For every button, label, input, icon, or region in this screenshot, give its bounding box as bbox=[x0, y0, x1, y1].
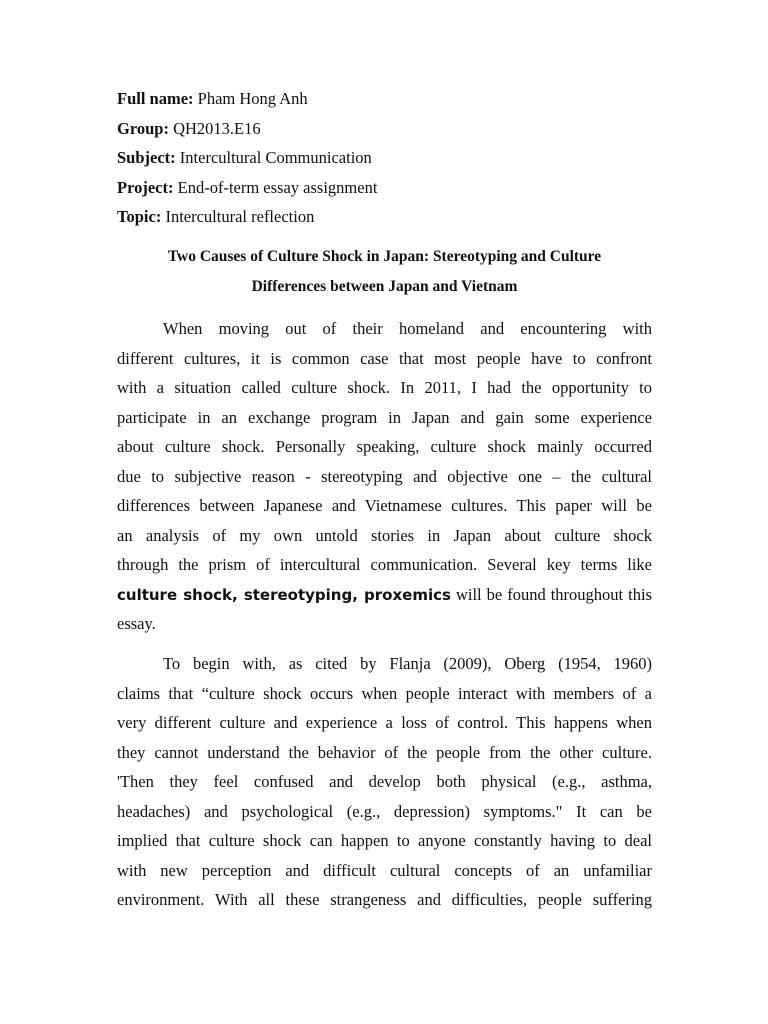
subject-label: Subject: bbox=[117, 148, 176, 168]
paragraph-line: different cultures, it is common case that most people have to confront bbox=[117, 348, 652, 368]
paragraph-line: claims that “culture shock occurs when people interact with members of a bbox=[117, 683, 652, 703]
topic-line bbox=[117, 202, 637, 232]
key-terms-bold: culture shock, stereotyping, proxemics bbox=[117, 585, 451, 604]
paragraph-line: implied that culture shock can happen to anyone constantly having to deal bbox=[117, 831, 652, 850]
paragraph-line: due to subjective reason - stereotyping and objective one – the cultural bbox=[117, 466, 652, 486]
paragraph-line: When moving out of their homeland and encountering with bbox=[163, 319, 652, 338]
essay-title bbox=[117, 242, 652, 302]
key-terms-rest: will be found throughout this bbox=[450, 584, 652, 604]
paragraph-line: about culture shock. Personally speaking, culture shock mainly occurred bbox=[117, 437, 652, 456]
paragraph-line-key-terms bbox=[117, 580, 652, 610]
topic-label: Topic: bbox=[117, 207, 162, 227]
paragraph-line: participate in an exchange program in Japan and gain some experience bbox=[117, 407, 652, 427]
paragraph-line: environment. With all these strangeness and difficulties, people suffering bbox=[117, 890, 652, 909]
group-value: QH2013.E16 bbox=[173, 118, 261, 138]
project-line bbox=[117, 173, 637, 203]
student-info-header bbox=[117, 84, 637, 232]
title-line-2: Differences between Japan and Vietnam bbox=[251, 278, 518, 295]
paragraph-line: differences between Japanese and Vietnamese cultures. This paper will be bbox=[117, 496, 652, 515]
paragraph-2 bbox=[117, 649, 652, 915]
subject-value: Intercultural Communication bbox=[179, 148, 372, 168]
group-label: Group: bbox=[117, 118, 169, 138]
paragraph-line: they cannot understand the behavior of the people from the other culture. bbox=[117, 742, 652, 762]
paragraph-line: with a situation called culture shock. In 2011, I had the opportunity to bbox=[117, 378, 652, 397]
group-line bbox=[117, 114, 637, 144]
paragraph-line: with new perception and difficult cultural concepts of an unfamiliar bbox=[117, 860, 652, 880]
paragraph-line: an analysis of my own untold stories in Japan about culture shock bbox=[117, 525, 652, 545]
paragraph-line: headaches) and psychological (e.g., depression) symptoms." It can be bbox=[117, 801, 652, 821]
paragraph-1 bbox=[117, 314, 652, 639]
project-value: End-of-term essay assignment bbox=[177, 177, 378, 197]
subject-line bbox=[117, 143, 637, 173]
paragraph-line: through the prism of intercultural communication. Several key terms like bbox=[117, 555, 652, 574]
paragraph-line: very different culture and experience a loss of control. This happens when bbox=[117, 713, 652, 732]
full-name-value: Pham Hong Anh bbox=[197, 89, 308, 108]
full-name-label: Full name: bbox=[117, 89, 194, 108]
paragraph-line: To begin with, as cited by Flanja (2009), Oberg (1954, 1960) bbox=[163, 654, 652, 673]
project-label: Project: bbox=[117, 177, 174, 197]
full-name-line bbox=[117, 84, 637, 114]
topic-value: Intercultural reflection bbox=[165, 207, 315, 227]
title-line-1: Two Causes of Culture Shock in Japan: Stereotyping and Culture bbox=[167, 248, 602, 265]
paragraph-line: essay. bbox=[117, 614, 156, 633]
paragraph-line: 'Then they feel confused and develop both physical (e.g., asthma, bbox=[117, 772, 652, 791]
